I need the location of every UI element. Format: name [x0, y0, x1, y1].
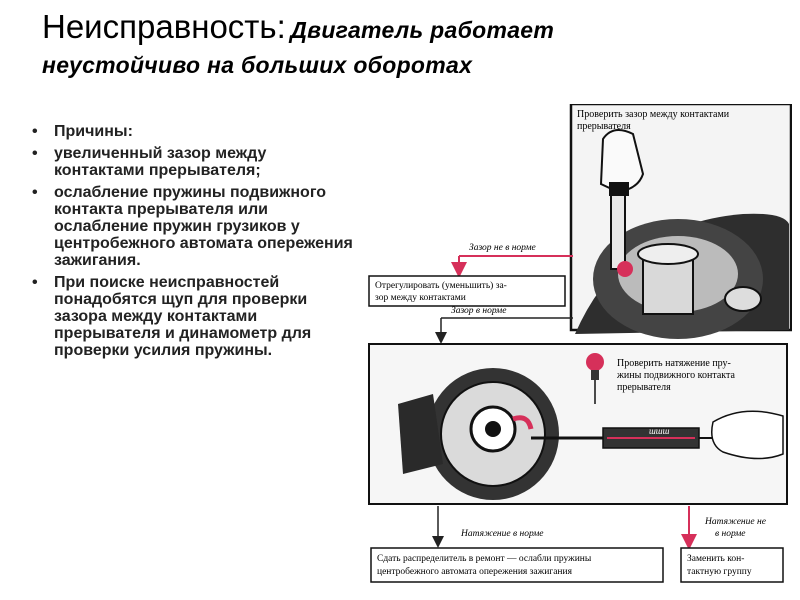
- title-sub-line1: Двигатель работает: [290, 17, 555, 43]
- adjust-gap-label-2: зор между контактами: [375, 293, 466, 303]
- title-main: Неисправность:: [42, 8, 286, 45]
- bullet-gap: • увеличенный зазор между контактами прерывателя;: [30, 145, 360, 179]
- tension-not-ok-label-1: Натяжение не: [705, 517, 766, 527]
- bullet-tools: • При поиске неисправностей понадобятся щуп для проверки зазора между контактами прерывателя и динамометр для проверки усилия пружины.: [30, 274, 360, 359]
- check-spring-label-3: прерывателя: [617, 382, 671, 393]
- gap-ok-label: Зазор в норме: [451, 306, 507, 316]
- gap-not-ok-label: Зазор не в норме: [469, 243, 536, 253]
- title-sub-line2: неустойчиво на больших оборотах: [42, 51, 473, 78]
- check-gap-label-2: прерывателя: [577, 121, 631, 132]
- check-gap-label-1: Проверить зазор между контактами: [577, 109, 730, 120]
- repair-label-1: Сдать распределитель в ремонт — ослабли пружины: [377, 554, 592, 564]
- adjust-gap-label-1: Отрегулировать (уменьшить) за-: [375, 281, 507, 291]
- replace-label-1: Заменить кон-: [687, 554, 745, 564]
- replace-label-2: тактную группу: [687, 567, 752, 577]
- bullet-causes: • Причины:: [30, 123, 360, 140]
- tension-not-ok-label-2: в норме: [715, 529, 746, 539]
- dynamometer-label: шшш: [649, 426, 670, 436]
- gap-check-photo: [571, 104, 791, 339]
- slide-title: [42, 8, 782, 78]
- tension-ok-label: Натяжение в норме: [461, 529, 544, 539]
- bullet-list: [30, 123, 360, 364]
- check-spring-label-1: Проверить натяжение пру-: [617, 358, 731, 369]
- repair-label-2: центробежного автомата опережения зажигания: [377, 567, 572, 577]
- bullet-spring: • ослабление пружины подвижного контакта прерывателя или ослабление пружин грузиков у центробежного автомата опережения зажигания.: [30, 184, 360, 269]
- diagnostic-flow-diagram: [363, 104, 792, 590]
- check-spring-label-2: жины подвижного контакта: [617, 370, 735, 381]
